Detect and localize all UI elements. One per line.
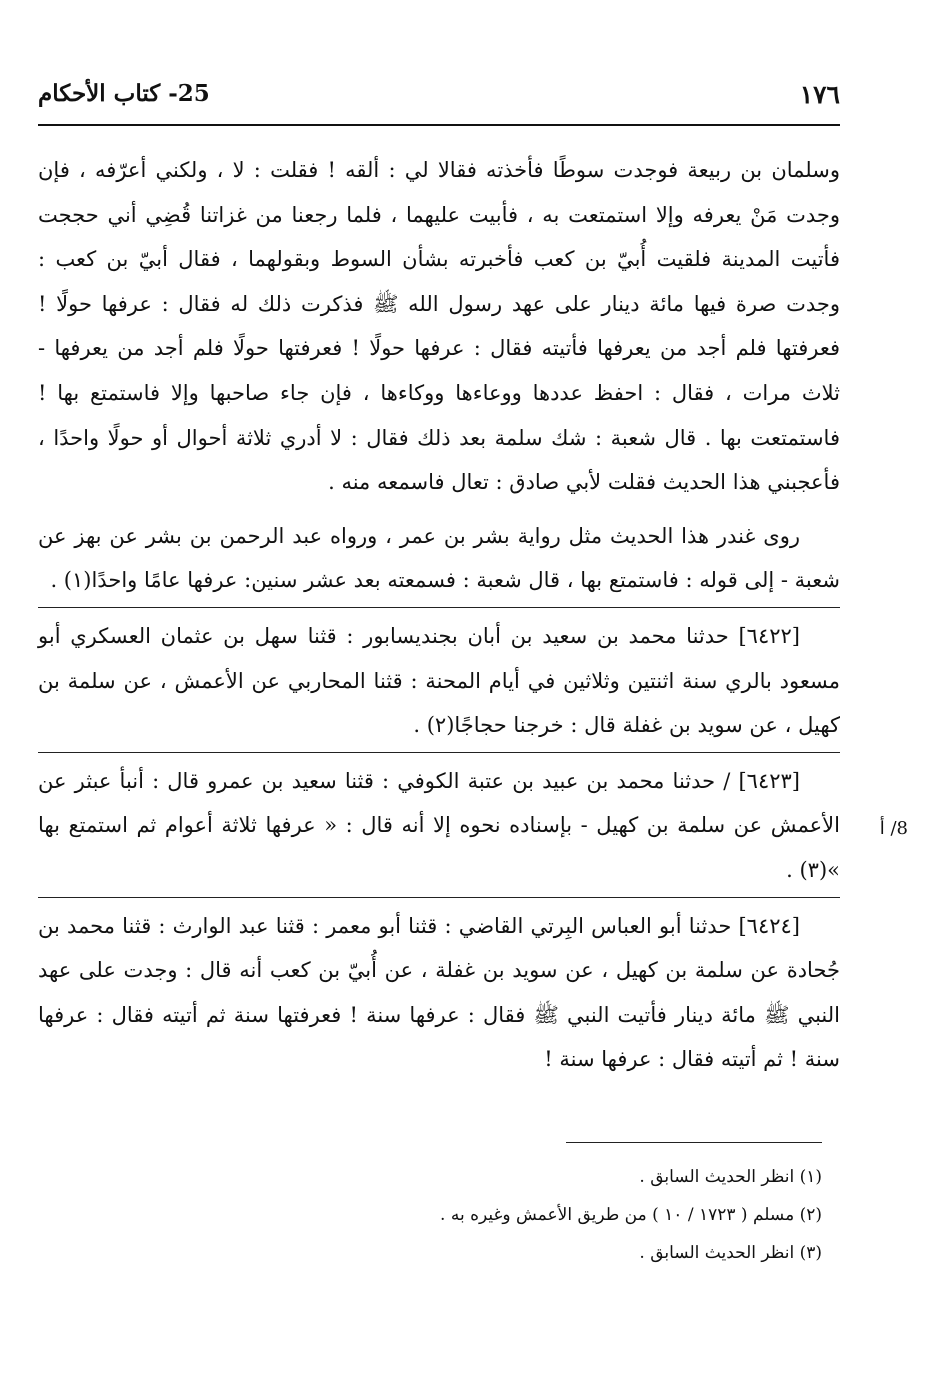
manuscript-folio-note: 8/ أ <box>879 818 908 839</box>
header-divider <box>38 124 840 126</box>
footnote-divider <box>566 1142 822 1143</box>
footnote-2: (٢) مسلم ( ١٧٢٣ / ١٠ ) من طريق الأعمش وغيره به . <box>440 1205 822 1225</box>
hadith-6424: [٦٤٢٤] حدثنا أبو العباس البِرتي القاضي : قثنا أبو معمر : قثنا عبد الوارث : قثنا محمد بن جُحادة عن سلمة بن كهيل ، عن سويد بن غفلة ، عن أُبيّ بن كعب أنه قال : وجدت على عهد النبي ﷺ مائة دينار فأتيت النبي ﷺ فقال : عرفها سنة ! فعرفتها سنة ثم أتيته فقال : عرفها سنة ! ثم أتيته فقال : عرفها سنة ! <box>38 897 840 1082</box>
page-number: ١٧٦ <box>799 80 840 109</box>
hadith-6422: [٦٤٢٢] حدثنا محمد بن سعيد بن أبان بجنديسابور : قثنا سهل بن عثمان العسكري أبو مسعود بالري سنة اثنتين وثلاثين في أيام المحنة : قثنا المحاربي عن الأعمش ، عن سلمة بن كهيل ، عن سويد بن غفلة قال : خرجنا حجاجًا(٢) . <box>38 607 840 748</box>
hadith-6423: [٦٤٢٣] / حدثنا محمد بن عبيد بن عتبة الكوفي : قثنا سعيد بن عمرو قال : أنبأ عبثر عن الأعمش عن سلمة بن كهيل - بإسناده نحوه إلا أنه قال : « عرفها ثلاثة أعوام ثم استمتع بها »(٣) . <box>38 752 840 893</box>
paragraph-continuation: وسلمان بن ربيعة فوجدت سوطًا فأخذته فقالا لي : ألقه ! فقلت : لا ، ولكني أعرّفه ، فإن وجدت مَنْ يعرفه وإلا استمتعت به ، فأبيت عليهما ، فلما رجعنا من غزاتنا قُضِي أني حججت فأتيت المدينة فلقيت أُبيّ بن كعب فأخبرته بشأن السوط وبقولهما ، فقال أبيّ بن كعب : وجدت صرة فيها مائة دينار على عهد رسول الله ﷺ فذكرت ذلك له فقال : عرفها حولًا ! فعرفتها فلم أجد من يعرفها فأتيته فقال : عرفها حولًا ! فعرفتها حولًا فلم أجد من يعرفها - ثلاث مرات ، فقال : احفظ عددها ووعاءها ووكاءها ، فإن جاء صاحبها وإلا فاستمتع بها ! فاستمتعت بها . قال شعبة : شك سلمة بعد ذلك فقال : لا أدري ثلاثة أحوال أو حولًا واحدًا ، فأعجبني هذا الحديث فقلت لأبي صادق : تعال فاسمعه منه . <box>38 158 840 495</box>
page-header <box>38 80 840 120</box>
paragraph-narration: روى غندر هذا الحديث مثل رواية بشر بن عمر ، ورواه عبد الرحمن بن بشر عن بهز عن شعبة - إلى قوله : فاستمتع بها ، قال شعبة : فسمعته بعد عشر سنين: عرفها عامًا واحدًا(١) . <box>38 523 840 593</box>
footnote-3: (٣) انظر الحديث السابق . <box>639 1243 822 1263</box>
chapter-title: 25- كتاب الأحكام <box>38 80 210 107</box>
footnote-1: (١) انظر الحديث السابق . <box>639 1167 822 1187</box>
footnotes <box>300 1158 822 1272</box>
main-text <box>38 148 840 1082</box>
